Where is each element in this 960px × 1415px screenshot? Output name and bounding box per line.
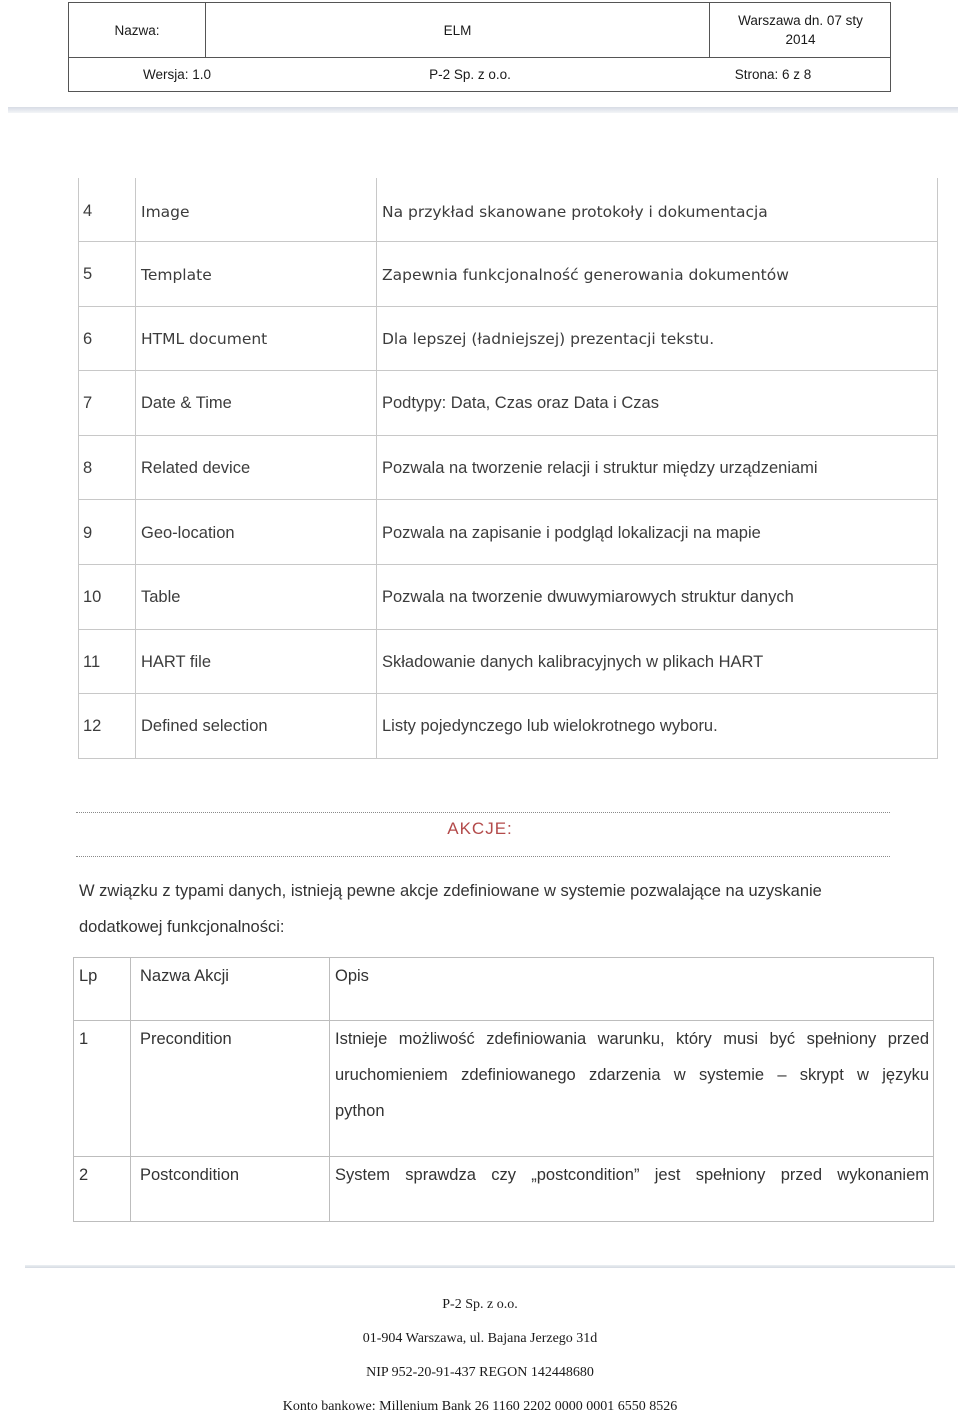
footer-divider — [25, 1265, 955, 1268]
row-name: Table — [141, 588, 181, 607]
footer-ids: NIP 952-20-91-437 REGON 142448680 — [366, 1365, 594, 1380]
page-number: Strona: 6 z 8 — [734, 67, 812, 82]
row-name: Date & Time — [141, 394, 232, 413]
row-action-name: Precondition — [140, 1030, 232, 1048]
row-number: 4 — [83, 202, 93, 220]
row-description: Pozwala na tworzenie dwuwymiarowych struktur danych — [382, 588, 794, 607]
row-name: HART file — [141, 652, 211, 671]
row-description: Pozwala na zapisanie i podgląd lokalizacji na mapie — [382, 523, 761, 542]
row-description: Dla lepszej (ładniejszej) prezentacji tekstu. — [382, 330, 715, 349]
name-value: ELM — [205, 3, 709, 57]
version-label: Wersja: 1.0 — [142, 67, 212, 82]
date-line-1: Warszawa dn. 07 sty — [738, 13, 863, 28]
row-number: 10 — [83, 588, 102, 607]
row-description: Na przykład skanowane protokoły i dokumentacja — [382, 203, 768, 221]
table-row — [78, 307, 938, 372]
row-name: Image — [141, 203, 190, 221]
company-label: P-2 Sp. z o.o. — [429, 67, 511, 82]
table-row — [78, 163, 938, 242]
row-number: 6 — [83, 329, 93, 348]
row-name: HTML document — [141, 330, 268, 349]
dotted-separator-top — [76, 812, 890, 813]
row-lp: 1 — [79, 1030, 89, 1048]
table-row — [78, 242, 938, 307]
row-number: 5 — [83, 265, 93, 284]
column-header-lp: Lp — [79, 967, 98, 985]
row-description-line: Istnieje możliwość zdefiniowania warunku, który musi być spełniony przed — [335, 1030, 929, 1048]
actions-table — [73, 957, 934, 1222]
row-name: Geo-location — [141, 523, 235, 542]
header-row-top — [69, 3, 890, 58]
row-name: Template — [141, 265, 212, 284]
footer-company: P-2 Sp. z o.o. — [442, 1297, 518, 1312]
row-description: Zapewnia funkcjonalność generowania dokumentów — [382, 265, 789, 284]
row-description: Listy pojedynczego lub wielokrotnego wyboru. — [382, 717, 718, 736]
column-header-name: Nazwa Akcji — [140, 967, 229, 985]
row-number: 11 — [83, 652, 101, 671]
row-number: 8 — [83, 459, 93, 478]
section-heading: AKCJE: — [447, 819, 513, 838]
row-description: Pozwala na tworzenie relacji i struktur między urządzeniami — [382, 459, 818, 478]
table-row — [78, 371, 938, 436]
document-header — [68, 2, 891, 92]
row-number: 7 — [83, 394, 93, 413]
table-row — [78, 500, 938, 565]
table-row — [78, 630, 938, 695]
name-label: Nazwa: — [114, 22, 160, 38]
row-name: Related device — [141, 459, 251, 478]
row-number: 12 — [83, 717, 102, 736]
row-description: Podtypy: Data, Czas oraz Data i Czas — [382, 394, 659, 413]
paragraph-line: W związku z typami danych, istnieją pewne akcje zdefiniowane w systemie pozwalające na uzyskanie — [79, 882, 822, 900]
row-action-name: Postcondition — [140, 1166, 240, 1184]
section-paragraph — [79, 873, 899, 945]
footer-address: 01-904 Warszawa, ul. Bajana Jerzego 31d — [362, 1331, 598, 1346]
table-row — [78, 436, 938, 501]
row-description-line: uruchomieniem zdefiniowanego zdarzenia w systemie – skrypt w języku — [335, 1066, 929, 1084]
paragraph-line: dodatkowej funkcjonalności: — [79, 918, 285, 936]
row-number: 9 — [83, 523, 93, 542]
table-row — [78, 565, 938, 630]
header-divider — [8, 107, 958, 113]
header-row-bottom — [69, 57, 890, 92]
row-description-line: python — [335, 1102, 385, 1120]
row-description-line: System sprawdza czy „postcondition” jest spełniony przed wykonaniem — [335, 1166, 929, 1184]
date-cell — [709, 3, 891, 57]
date-line-2: 2014 — [785, 32, 816, 47]
dotted-separator-bottom — [76, 856, 890, 857]
row-lp: 2 — [79, 1166, 89, 1184]
column-header-description: Opis — [335, 967, 369, 985]
row-name: Defined selection — [141, 717, 268, 736]
table-row — [78, 694, 938, 759]
row-description: Składowanie danych kalibracyjnych w plikach HART — [382, 652, 764, 671]
footer-bank: Konto bankowe: Millenium Bank 26 1160 2202 0000 0001 6550 8526 — [282, 1399, 678, 1414]
data-types-table — [78, 163, 938, 759]
